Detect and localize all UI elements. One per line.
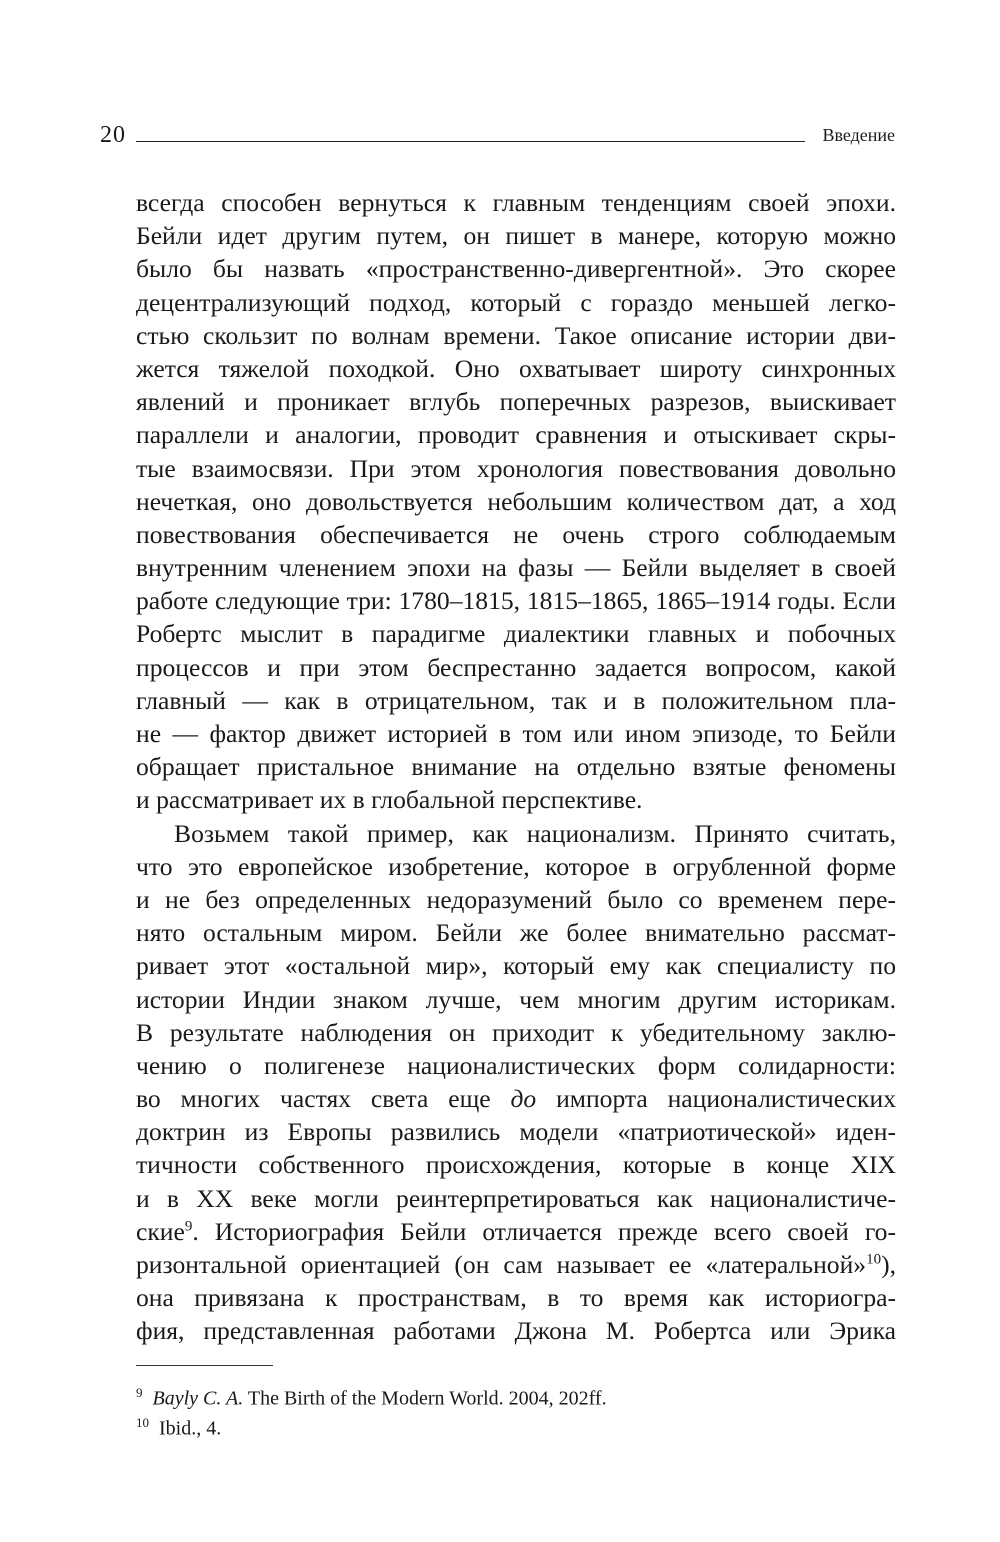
footnote-9 [136,1378,896,1408]
text-fragment: ские [136,1216,185,1246]
text-line: главный — как в отрицательном, так и в положительном пла- [136,685,896,715]
text-line: тичности собственного происхождения, которые в конце XIX [136,1150,896,1180]
paragraph-2 [136,817,896,1348]
running-title: Введение [822,125,895,145]
text-line: параллели и аналогии, проводит сравнения и отыскивает скры- [136,420,896,450]
text-line: стью скользит по волнам времени. Такое описание истории дви- [136,320,896,350]
page-number: 20 [100,122,126,148]
text-line: фия, представленная работами Джона М. Робертса или Эрика [136,1316,896,1346]
text-line: повествования обеспечивается не очень строго соблюдаемым [136,519,896,549]
footnote-text: Ibid., 4. [159,1417,222,1440]
text-line: внутренним членением эпохи на фазы — Бейли выделяет в своей [136,553,896,583]
page-header [100,122,895,152]
text-line: Возьмем такой пример, как национализм. Принято считать, [174,818,896,848]
footnote-ref-10[interactable]: 10 [866,1251,882,1268]
text-line: В результате наблюдения он приходит к убедительному заклю- [136,1017,896,1047]
text-line: жется тяжелой походкой. Оно охватывает широту синхронных [136,353,896,383]
text-line: тые взаимосвязи. При этом хронология повествования довольно [136,453,896,483]
footnote-number: 10 [136,1415,149,1430]
header-rule [136,141,805,142]
text-line: всегда способен вернуться к главным тенденциям своей эпохи. [136,188,896,217]
text-line [136,1082,896,1115]
footnote-ref-9[interactable]: 9 [184,1218,193,1235]
text-fragment: импорта националистических [536,1084,896,1114]
text-line: нято остальным миром. Бейли же более внимательно рассмат- [136,918,896,948]
text-line [136,1215,896,1248]
text-line: процессов и при этом беспрестанно задается вопросом, какой [136,652,896,682]
footnote-author: Bayly C. A. [152,1387,244,1410]
paragraph-1 [136,186,896,817]
text-line: обращает пристальное внимание на отдельно взятые феномены [136,752,896,782]
text-line: не — фактор движет историей в том или ином эпизоде, то Бейли [136,719,896,748]
text-fragment: ризонтальной ориентацией (он сам называет ее «латеральной» [136,1250,867,1279]
text-line: работе следующие три: 1780–1815, 1815–1865, 1865–1914 годы. Если [136,586,896,616]
text-line: ривает этот «остальной мир», который ему как специалисту по [136,951,896,981]
text-line: децентрализующий подход, который с гораздо меньшей легко- [136,287,896,317]
emphasis: до [510,1084,537,1114]
footnotes [136,1378,896,1438]
text-line: чению о полигенезе националистических форм солидарности: [136,1050,896,1080]
text-line: Робертс мыслит в парадигме диалектики главных и побочных [136,619,896,649]
text-line: и в XX веке могли реинтерпретироваться как националистиче- [136,1183,896,1213]
text-line [136,1248,896,1281]
text-line: доктрин из Европы развились модели «патриотической» иден- [136,1117,896,1147]
footnote-10 [136,1408,896,1438]
footnote-text: The Birth of the Modern World. 2004, 202ff. [243,1387,607,1410]
text-line: она привязана к пространствам, в то время как историогра- [136,1283,896,1313]
text-line: что это европейское изобретение, которое в огрубленной форме [136,851,896,881]
text-fragment: . Историография Бейли отличается прежде всего своей го- [192,1216,896,1246]
text-fragment: ), [881,1250,896,1279]
text-line: нечеткая, оно довольствуется небольшим количеством дат, а ход [136,486,896,516]
body-text [136,186,896,1348]
text-line: и рассматривает их в глобальной перспективе. [136,785,643,815]
footnote-number: 9 [136,1385,143,1400]
footnote-rule [136,1365,273,1366]
text-line: истории Индии знаком лучше, чем многим другим историкам. [136,984,896,1014]
text-fragment: во многих частях света еще [136,1084,511,1114]
text-line: и не без определенных недоразумений было со временем пере- [136,884,896,914]
text-line: явлений и проникает вглубь поперечных разрезов, выискивает [136,387,896,417]
text-line: Бейли идет другим путем, он пишет в манере, которую можно [136,221,896,251]
text-line: было бы назвать «пространственно-дивергентной». Это скорее [136,254,896,284]
